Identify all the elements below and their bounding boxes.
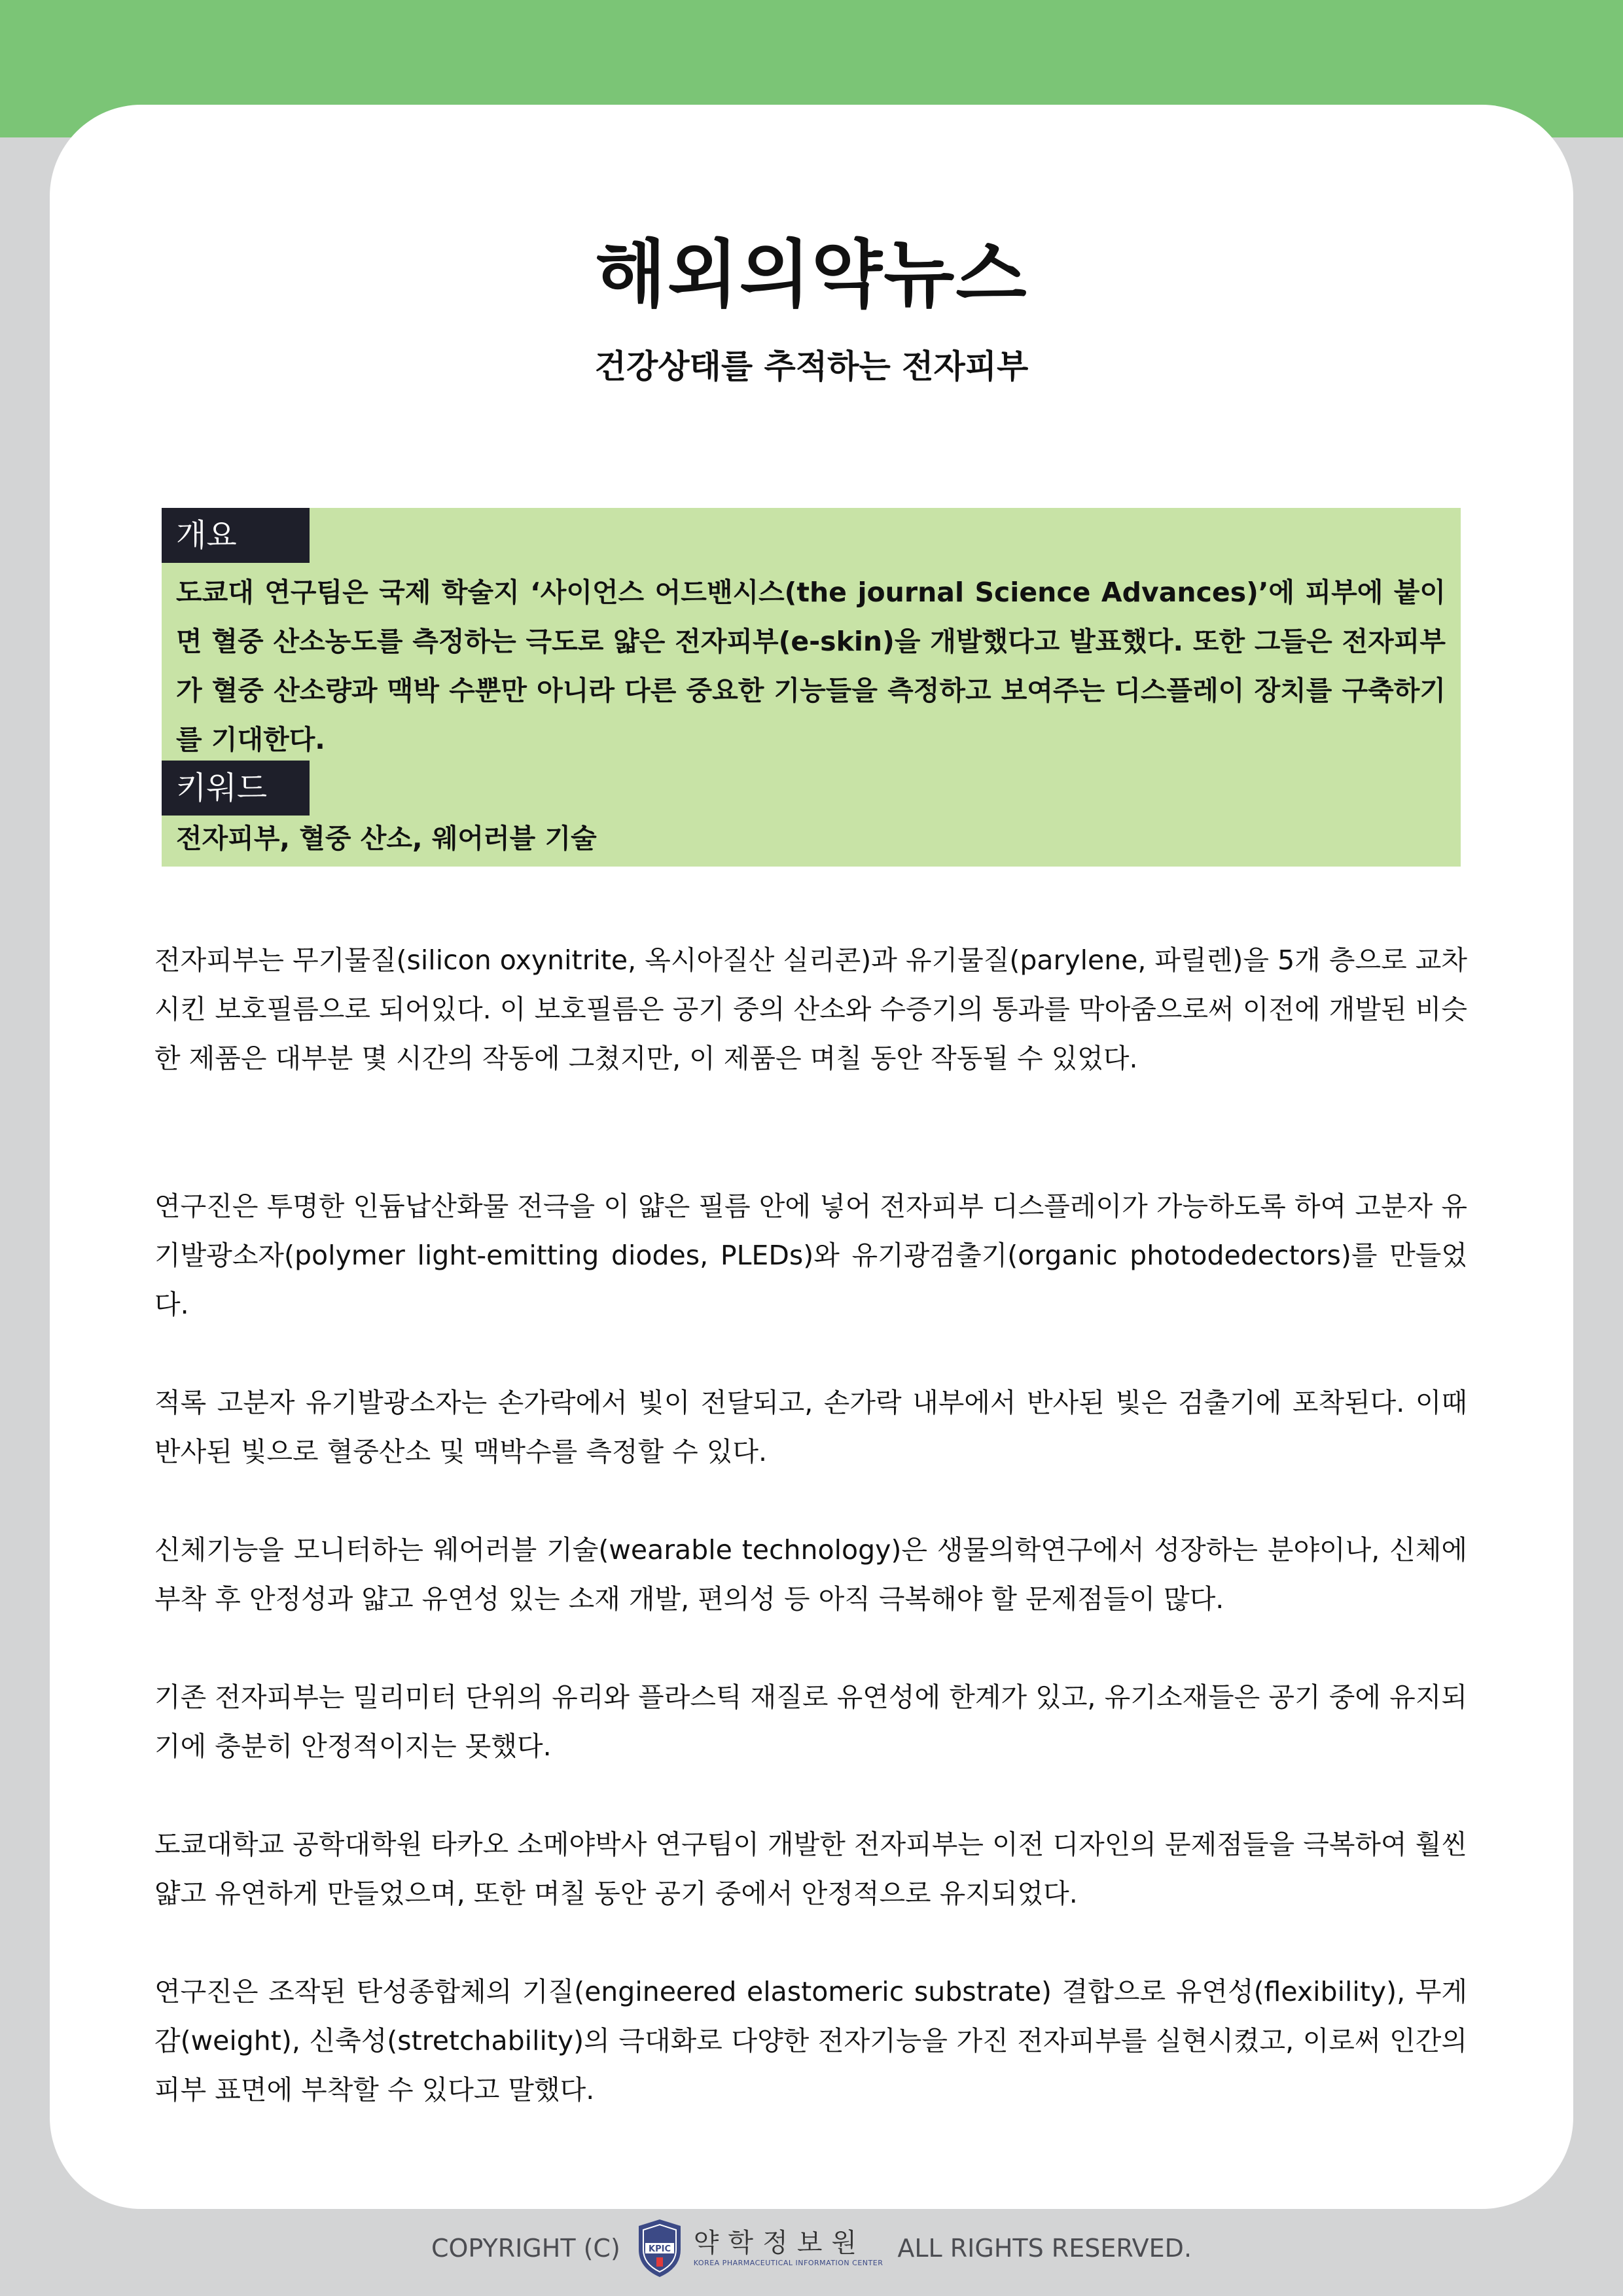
body-paragraph-6: 도쿄대학교 공학대학원 타카오 소메야박사 연구팀이 개발한 전자피부는 이전 디자인의 문제점들을 극복하여 훨씬 얇고 유연하게 만들었으며, 또한 며칠 동안 공기 중에서 안정적으로 유지되었다.	[154, 1829, 1467, 1909]
page-subtitle: 건강상태를 추적하는 전자피부	[594, 348, 1029, 386]
body-paragraph-5: 기존 전자피부는 밀리미터 단위의 유리와 플라스틱 재질로 유연성에 한계가 있고, 유기소재들은 공기 중에 유지되기에 충분히 안정적이지는 못했다.	[154, 1681, 1467, 1762]
keywords-label: 키워드	[162, 761, 310, 816]
body-paragraph-1: 전자피부는 무기물질(silicon oxynitrite, 옥시아질산 실리콘)과 유기물질(parylene, 파릴렌)을 5개 층으로 교차시킨 보호필름으로 되어있다. 이 보호필름은 공기 중의 산소와 수증기의 통과를 막아줌으로써 이전에 개발된 비슷한 제품은 대부분 몇 시간의 작동에 그쳤지만, 이 제품은 며칠 동안 작동될 수 있었다.	[154, 944, 1467, 1074]
footer	[0, 2212, 1623, 2284]
summary-box	[162, 508, 1461, 867]
body-paragraph-2: 연구진은 투명한 인듐납산화물 전극을 이 얇은 필름 안에 넣어 전자피부 디스플레이가 가능하도록 하여 고분자 유기발광소자(polymer light-emitting diodes, PLEDs)와 유기광검출기(organic photodedectors)를 만들었다.	[154, 1191, 1467, 1320]
body-paragraph-7: 연구진은 조작된 탄성종합체의 기질(engineered elastomeric substrate) 결합으로 유연성(flexibility), 무게감(weight), 신축성(stretchability)의 극대화로 다양한 전자기능을 가진 전자피부를 실현시켰고, 이로써 인간의 피부 표면에 부착할 수 있다고 말했다.	[154, 1976, 1467, 2106]
org-name-en: KOREA PHARMACEUTICAL INFORMATION CENTER	[693, 2259, 883, 2267]
kpic-shield-icon	[636, 2217, 683, 2280]
rights-reserved: ALL RIGHTS RESERVED.	[897, 2234, 1192, 2263]
body-paragraph-4: 신체기능을 모니터하는 웨어러블 기술(wearable technology)은 생물의학연구에서 성장하는 분야이나, 신체에 부착 후 안정성과 얇고 유연성 있는 소재 개발, 편의성 등 아직 극복해야 할 문제점들이 많다.	[154, 1534, 1467, 1615]
summary-label: 개요	[162, 508, 310, 563]
kpic-logo	[636, 2217, 883, 2280]
org-name: 약학정보원	[693, 2228, 866, 2258]
page-title: 해외의약뉴스	[595, 232, 1028, 317]
kpic-logo-text: KPIC	[648, 2244, 671, 2254]
copyright-prefix: COPYRIGHT (C)	[431, 2234, 620, 2263]
keywords-text: 전자피부, 혈중 산소, 웨어러블 기술	[176, 823, 597, 854]
body-paragraph-3: 적록 고분자 유기발광소자는 손가락에서 빛이 전달되고, 손가락 내부에서 반사된 빛은 검출기에 포착된다. 이때 반사된 빛으로 혈중산소 및 맥박수를 측정할 수 있다.	[154, 1387, 1467, 1467]
org-block	[694, 2228, 883, 2269]
summary-text: 도쿄대 연구팀은 국제 학술지 ‘사이언스 어드밴시스(the journal Science Advances)’에 피부에 붙이면 혈중 산소농도를 측정하는 극도로 얇은 전자피부(e-skin)을 개발했다고 발표했다. 또한 그들은 전자피부가 혈중 산소량과 맥박 수뿐만 아니라 다른 중요한 기능들을 측정하고 보여주는 디스플레이 장치를 구축하기를 기대한다.	[176, 577, 1446, 755]
